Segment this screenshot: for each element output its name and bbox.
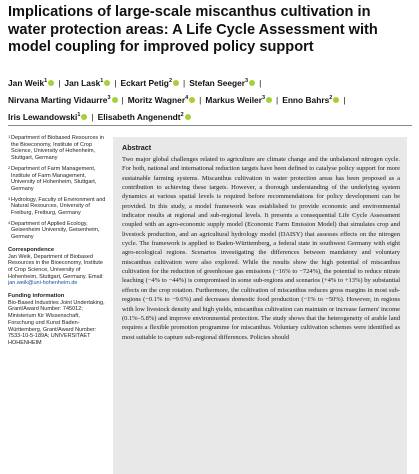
affiliation-text: Hydrology, Faculty of Environment and Natural Resources, University of Freiburg, Freiburg, Germany [11, 196, 106, 217]
author-name-text: Moritz Wagner [127, 95, 186, 106]
orcid-icon[interactable] [266, 97, 272, 103]
author-separator: | [183, 78, 186, 88]
affiliation-marker: 4 [185, 95, 189, 102]
author-name-text: Eckart Petig [120, 78, 169, 88]
orcid-icon[interactable] [81, 114, 87, 120]
funding-heading: Funding information [8, 293, 65, 300]
affiliation-marker: 3 [245, 78, 249, 84]
author-list [8, 74, 412, 126]
abstract-text: Two major global challenges related to agriculture are climate change and the unbalanced nitrogen cycle. For both, national and international reduction targets have been defined to catalyse policy support for more sustainable farming systems. Miscanthus cultivation in water protection areas has been proposed as a contribution to achieving these targets. However, a thorough understanding of the underlying system dynamics at various spatial levels is required before recommendations for policy development can be provided. In this study, a model framework was established to provide economic and environmental indicator results at regional and sub-regional levels. It presents a consequential Life Cycle Assessment coupled with an agro-economic supply model (Economic Farm Emission Model) that simulates crop and livestock production, and an agricultural hydrology model (DAISY) that assesses effects on the nitrogen cycle. The framework is applied to Baden-Württemberg, a federal state in southwest Germany with eight agro-ecological regions. Scenarios investigating the differences between mandatory and voluntary miscanthus cultivation were also explored. While the results show the high potential of miscanthus cultivation for the reduction of greenhouse gas emissions (−16% to −724%), the potential to reduce nitrate leaching (−4% to −44%) is compromised in some sub-regions and scenarios (+4% to +13%) by substantial effects on the crop rotation. Furthermore, the cultivation of miscanthus reduces gross margins in most sub-regions (−0.1% to −9.6%) and decreases domestic food production (−1% to −50%). However, in regions with low livestock density and high yields, miscanthus cultivation can maintain or increase farmers' income (0.1%–5.8%) and improve environmental protection. The study shows that the heterogeneity of arable land requires a flexible promotion programme for miscanthus. Voluntary cultivation schemes were identified as most suitable to capture sub-regional differences. Policies should [122, 156, 400, 341]
affiliation-item [8, 221, 106, 241]
affiliation-item [8, 166, 106, 193]
author-separator: | [91, 112, 94, 123]
affiliation-marker: 1 [44, 78, 48, 84]
author-name-text: Jan Weik [8, 78, 45, 88]
author-name[interactable] [98, 112, 191, 122]
author-name-text: Jan Lask [64, 78, 101, 88]
author-name[interactable] [205, 95, 272, 105]
orcid-icon[interactable] [173, 80, 179, 86]
author-name-text: Nirvana Marting Vidaurre [8, 95, 108, 106]
author-name[interactable] [282, 95, 339, 105]
affiliation-number: 4 [8, 219, 11, 225]
email-link[interactable]: jan.weik@uni-hohenheim.de [8, 280, 78, 287]
affiliation-list [8, 135, 106, 241]
orcid-icon[interactable] [185, 114, 191, 120]
affiliation-marker: 1 [77, 112, 81, 119]
author-name[interactable] [121, 78, 179, 88]
orcid-icon[interactable] [112, 97, 118, 103]
author-separator: | [276, 95, 279, 106]
correspondence-body [8, 254, 106, 288]
author-name-text: Markus Weiler [205, 95, 262, 106]
author-separator: | [114, 78, 117, 88]
orcid-icon[interactable] [48, 80, 54, 86]
author-name[interactable] [8, 78, 54, 88]
affiliation-text: Department of Biobased Resources in the Bioeconomy, Institute of Crop Science, University of Hohenheim, Stuttgart, Germany [11, 135, 104, 162]
author-name[interactable] [8, 95, 118, 105]
affiliation-item [8, 135, 106, 162]
orcid-icon[interactable] [333, 97, 339, 103]
author-name[interactable] [189, 78, 255, 88]
abstract-heading: Abstract [122, 143, 152, 152]
orcid-icon[interactable] [189, 97, 195, 103]
author-separator: | [259, 78, 262, 88]
author-name[interactable] [64, 78, 110, 88]
author-name-text: Iris Lewandowski [8, 112, 78, 123]
email-label: Email: [88, 273, 104, 280]
author-name-text: Stefan Seeger [189, 78, 246, 88]
affiliation-text: Department of Farm Management, Institute of Farm Management, University of Hohenheim, Stuttgart, Germany [11, 165, 97, 192]
author-separator: | [343, 95, 346, 106]
correspondence-address: Jan Weik, Department of Biobased Resources in the Bioeconomy, Institute of Crop Science, University of Hohenheim, Stuttgart, Germany. [8, 253, 103, 280]
author-separator: | [121, 95, 124, 106]
author-separator: | [58, 78, 61, 88]
author-name-text: Elisabeth Angenendt [97, 112, 181, 123]
affiliation-marker: 2 [329, 95, 333, 102]
funding-body: Bio-Based Industries Joint Undertaking, Grant/Award Number: 745012; Ministerium für Wissenschaft, Forschung und Kunst Baden-Württemberg, Grant/Award Number: 7533-10-5-189A; UNIVERSITAET HOHENHEIM [8, 299, 105, 346]
correspondence-heading: Correspondence [8, 246, 55, 253]
author-name[interactable] [8, 112, 87, 122]
affiliation-item [8, 197, 106, 217]
author-name[interactable] [128, 95, 195, 105]
affiliation-number: 1 [8, 134, 11, 139]
orcid-icon[interactable] [249, 80, 255, 86]
author-separator: | [199, 95, 202, 106]
header-divider [8, 125, 412, 126]
affiliation-marker: 2 [180, 112, 184, 119]
affiliation-marker: 2 [168, 78, 172, 84]
affiliation-number: 2 [8, 164, 11, 170]
article-info-column [8, 135, 106, 347]
affiliation-marker: 3 [107, 95, 111, 102]
affiliation-text: Department of Applied Ecology, Geisenheim University, Geisenheim, Germany [11, 220, 100, 241]
abstract-box [113, 137, 407, 474]
affiliation-marker: 1 [100, 78, 104, 84]
affiliation-number: 3 [8, 195, 11, 201]
author-name-text: Enno Bahrs [282, 95, 330, 106]
paper-title: Implications of large-scale miscanthus cultivation in water protection areas: A Life Cycle Assessment with model coupling for improved policy support [8, 4, 378, 55]
orcid-icon[interactable] [104, 80, 110, 86]
affiliation-marker: 3 [261, 95, 266, 102]
